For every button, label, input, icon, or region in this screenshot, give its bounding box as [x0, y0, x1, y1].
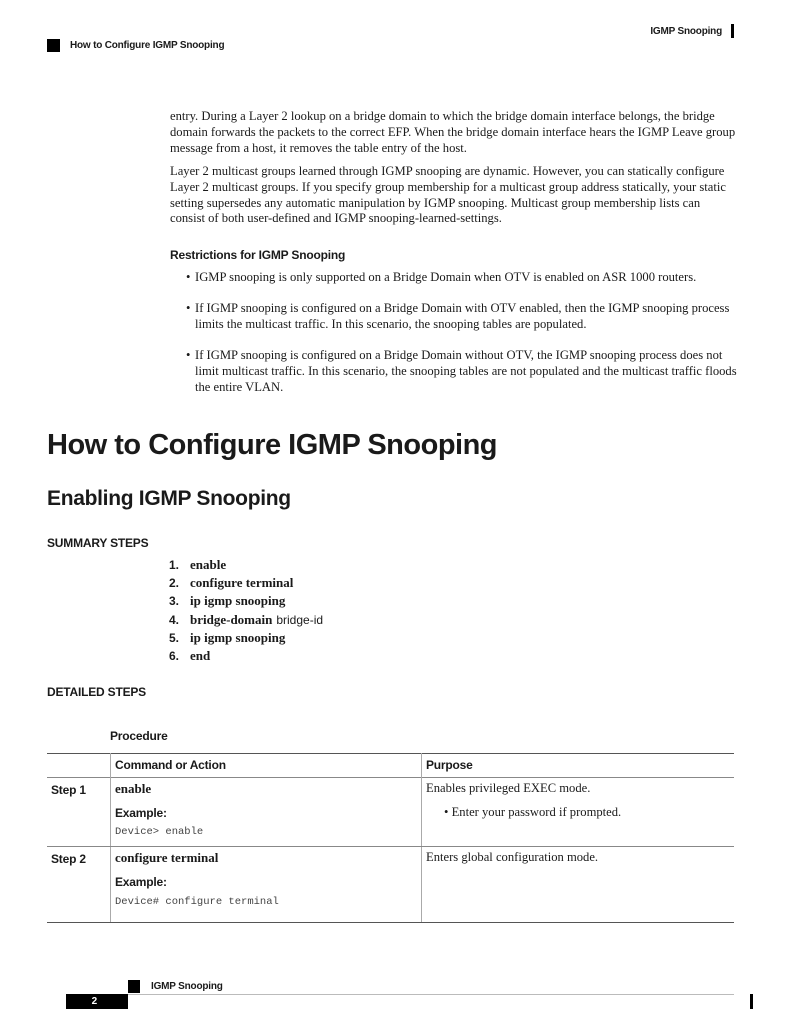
summary-step [169, 557, 323, 575]
step-number: 2. [169, 576, 180, 591]
restrictions-heading: Restrictions for IGMP Snooping [170, 248, 346, 262]
step-command: enable [190, 557, 227, 572]
restriction-bullet [186, 301, 738, 333]
step-number: 6. [169, 648, 180, 663]
footer-marker-bar [750, 994, 753, 1009]
restriction-bullet [186, 270, 738, 286]
summary-step [169, 630, 323, 648]
summary-step [169, 612, 323, 630]
step-command: end [190, 647, 211, 663]
summary-steps-list [169, 557, 323, 666]
procedure-heading: Procedure [110, 729, 168, 743]
summary-step [169, 575, 323, 593]
bullet-marker: • [186, 270, 191, 284]
summary-step [169, 648, 323, 666]
table-rule [47, 753, 734, 754]
step-argument: bridge-id [276, 612, 324, 627]
step-number: 3. [169, 594, 180, 609]
bullet-marker: • [186, 348, 191, 362]
body-paragraph: Layer 2 multicast groups learned through IGMP snooping are dynamic. However, you can statically configure Layer 2 multicast groups. If you specify group membership for a multicast group address statically, your static setting supersedes any automatic manipulation by IGMP snooping. Multicast group membership lists can consist of both user-defined and IGMP snooping-learned-settings. [170, 164, 726, 226]
table-rule [47, 922, 734, 923]
table-rule [47, 846, 734, 847]
detailed-steps-heading: DETAILED STEPS [47, 685, 146, 699]
step-label: Step 2 [51, 852, 86, 866]
running-footer-title: IGMP Snooping [151, 981, 223, 992]
section-heading: How to Configure IGMP Snooping [47, 429, 498, 461]
header-marker-block [47, 39, 60, 52]
running-header-section: How to Configure IGMP Snooping [70, 40, 225, 51]
restriction-bullet [186, 348, 738, 395]
step-number: 4. [169, 612, 180, 627]
table-rule [47, 777, 734, 778]
step-command: bridge-domain [190, 611, 273, 627]
column-header-command: Command or Action [115, 758, 226, 772]
purpose-text: Enters global configuration mode. [426, 850, 599, 864]
code-example: Device> enable [115, 826, 204, 838]
footer-rule [128, 994, 734, 995]
bullet-text: If IGMP snooping is configured on a Bridge Domain without OTV, the IGMP snooping process does not limit multicast traffic. In this scenario, the snooping tables are not populated and the multicast traffic floods the entire VLAN. [195, 348, 737, 394]
step-command: configure terminal [190, 575, 294, 591]
bullet-marker: • [444, 805, 449, 819]
step-command: ip igmp snooping [190, 629, 286, 645]
example-label: Example: [115, 875, 167, 889]
step-number: 5. [169, 630, 180, 645]
step-command: ip igmp snooping [190, 593, 286, 609]
bullet-marker: • [186, 301, 191, 315]
summary-step [169, 593, 323, 611]
command-name: configure terminal [115, 850, 219, 865]
body-paragraph: entry. During a Layer 2 lookup on a bridge domain to which the bridge domain interface belongs, the bridge domain forwards the packets to the correct EFP. When the bridge domain interface hears the IGMP Leave group message from a host, it removes the table entry of the host. [170, 109, 736, 155]
purpose-bullet [444, 805, 621, 820]
bullet-text: If IGMP snooping is configured on a Bridge Domain with OTV enabled, then the IGMP snooping process limits the multicast traffic. In this scenario, the snooping tables are populated. [195, 301, 730, 331]
code-example: Device# configure terminal [115, 896, 279, 908]
page-number: 2 [66, 994, 128, 1009]
bullet-text: IGMP snooping is only supported on a Bridge Domain when OTV is enabled on ASR 1000 routers. [195, 270, 697, 284]
running-header-chapter: IGMP Snooping [650, 26, 722, 37]
step-number: 1. [169, 558, 180, 572]
example-label: Example: [115, 806, 167, 820]
table-column-divider [421, 753, 422, 923]
purpose-text: Enables privileged EXEC mode. [426, 781, 591, 795]
column-header-purpose: Purpose [426, 758, 473, 772]
subsection-heading: Enabling IGMP Snooping [47, 487, 291, 510]
header-marker-bar [731, 24, 734, 38]
command-name: enable [115, 781, 152, 796]
summary-steps-heading: SUMMARY STEPS [47, 536, 149, 550]
step-label: Step 1 [51, 783, 86, 797]
footer-marker-block [128, 980, 140, 993]
purpose-bullet-text: Enter your password if prompted. [451, 805, 622, 819]
table-column-divider [110, 753, 111, 923]
